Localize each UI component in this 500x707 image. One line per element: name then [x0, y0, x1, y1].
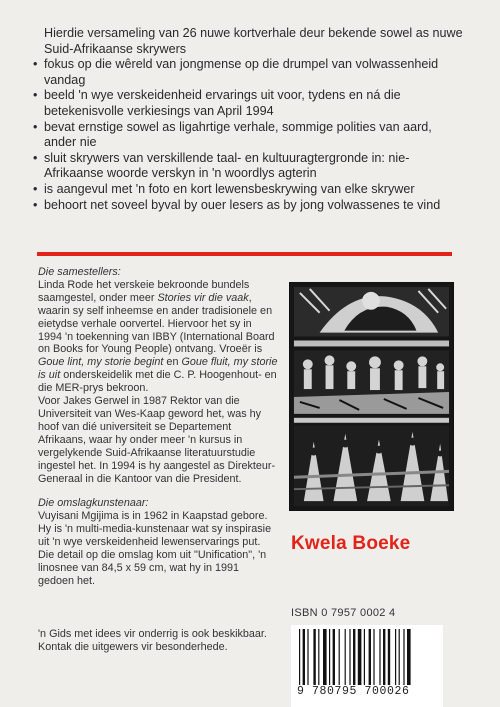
red-divider [37, 252, 452, 256]
barcode-bar [318, 629, 319, 685]
feature-item: • fokus op die wêreld van jongmense op die drumpel van volwassenheid vandag [33, 57, 463, 88]
intro-lead: Hierdie versameling van 26 nuwe kortverhale deur bekende sowel as nuwe Suid-Afrikaanse skrywers [44, 26, 463, 56]
barcode-bar [323, 629, 327, 685]
feature-item: • sluit skrywers van verskillende taal- en kultuuragtergronde in: nie-Afrikaanse woorde verskyn in 'n woordlys agterin [33, 151, 463, 182]
feature-item: • behoort net soveel byval by ouer lesers as by jong volwassenes te vind [33, 198, 463, 214]
barcode-bars [297, 629, 437, 685]
barcode-bar [403, 629, 404, 685]
barcode-digits: 9 780795 700026 [297, 685, 410, 698]
barcode-bar [353, 629, 355, 685]
feature-item: • bevat ernstige sowel as ligahrtige verhale, sommige polities van aard, ander nie [33, 120, 463, 151]
teaching-guide-note: 'n Gids met idees vir onderrig is ook beskikbaar. Kontak die uitgewers vir besonderhede. [38, 628, 267, 653]
barcode-bar [399, 629, 400, 685]
compilers-heading: Die samestellers: [38, 266, 121, 278]
isbn-number: ISBN 0 7957 0002 4 [291, 607, 396, 619]
barcode-bar [313, 629, 315, 685]
feature-item: • is aangevul met 'n foto en kort lewensbeskrywing van elke skrywer [33, 182, 463, 198]
barcode-bar [383, 629, 385, 685]
artist-heading: Die omslagkunstenaar: [38, 497, 149, 510]
gerwel-bio: Voor Jakes Gerwel in 1987 Rektor van die Universiteit van Wes-Kaap geword het, was hy hoof van dié universiteit se Departement Afrikaans, waar hy onder meer 'n kursus in vergelykende Suid-Afrikaanse literatuurstudie ingestel het. In 1994 is hy aangestel as Direkteur-Generaal in die Kantoor van die President. [38, 395, 276, 485]
barcode-bar [329, 629, 330, 685]
intro-section [33, 26, 463, 213]
cover-linocut-image [289, 282, 454, 511]
barcode-bar [379, 629, 380, 685]
barcode-bar [395, 629, 396, 685]
barcode-bar [358, 629, 362, 685]
barcode-bar [349, 629, 350, 685]
barcode-bar [303, 629, 305, 685]
barcode-bar [307, 629, 308, 685]
barcode-bar [388, 629, 390, 685]
barcode-bar [345, 629, 346, 685]
barcode-bar [373, 629, 374, 685]
artist-bio: Vuyisani Mgijima is in 1962 in Kaapstad gebore. Hy is 'n multi-media-kunstenaar wat sy inspirasie uit 'n wye verskeidenheid lewenservarings put. Die detail op die omslag kom uit "Unification", 'n linosnee van 84,5 x 59 cm, wat hy in 1991 gedoen het. [38, 510, 272, 587]
linocut-illustration [290, 283, 453, 510]
feature-list [33, 57, 463, 213]
barcode-bar [299, 629, 300, 685]
barcode-bar [369, 629, 371, 685]
bio-column [38, 266, 278, 588]
barcode [291, 625, 443, 707]
feature-item: • beeld 'n wye verskeidenheid ervarings uit voor, tydens en ná die betekenisvolle verkiesings van April 1994 [33, 88, 463, 119]
rode-bio: Linda Rode het verskeie bekroonde bundels saamgestel, onder meer Stories vir die vaak, waarin sy self inheemse en ander tradisionele en eietydse verhale oorvertel. Hiervoor het sy in 1994 'n toekenning van IBBY (International Board on Books for Young People) ontvang. Vroeër is Goue lint, my storie begint en Goue fluit, my storie is uit onderskeidelik met die C. P. Hoogenhout- en die MER-prys bekroon. [38, 278, 278, 395]
barcode-bar [364, 629, 365, 685]
barcode-bar [333, 629, 335, 685]
barcode-bar [339, 629, 340, 685]
barcode-bar [407, 629, 411, 685]
publisher-name: Kwela Boeke [291, 533, 411, 554]
